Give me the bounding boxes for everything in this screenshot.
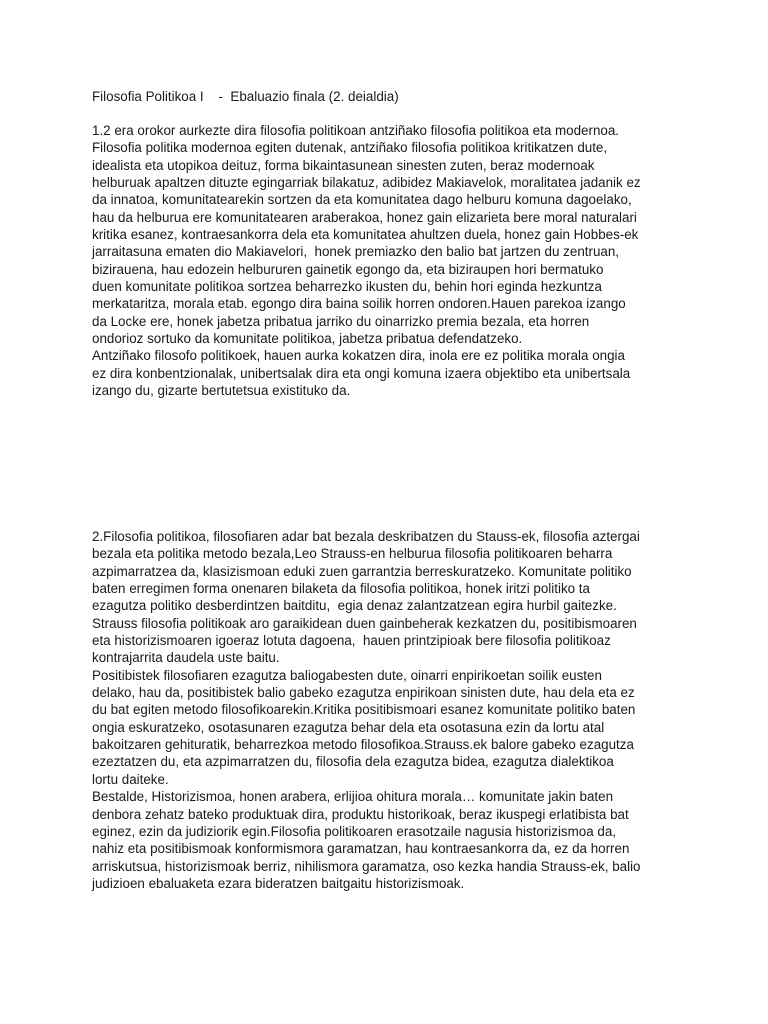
text-line: arriskutsua, historizismoak berriz, nihilismora garamatza, oso kezka handia Strauss-ek, balio bbox=[92, 858, 641, 874]
text-line: helburuak apaltzen dituzte egingarriak bilakatuz, adibidez Makiavelok, moralitatea jadanik ez bbox=[92, 175, 641, 191]
text-line: 2.Filosofia politikoa, filosofiaren adar bat bezala deskribatzen du Stauss-ek, filosofia aztergai bbox=[92, 529, 640, 544]
text-line: judizioen ebaluaketa ezara bideratzen baitgaitu historizismoak. bbox=[92, 875, 465, 891]
text-line: izango du, gizarte bertutetsua existituko da. bbox=[92, 383, 351, 399]
text-line: Antziñako filosofo politikoek, hauen aurka kokatzen dira, inola ere ez politika morala ongia bbox=[92, 348, 625, 364]
text-line: da Locke ere, honek jabetza pribatua jarriko du oinarrizko premia bezala, eta horren bbox=[92, 313, 590, 329]
text-line: da innatoa, komunitatearekin sortzen da eta komunitatea dago helburu komuna dagoelako, bbox=[92, 192, 632, 208]
text-line: Positibistek filosofiaren ezagutza baliogabesten dute, oinarri enpirikoetan soilik eusten bbox=[92, 667, 602, 683]
text-line: bizirauena, hau edozein helbururen gainetik egongo da, eta biziraupen hori bermatuko bbox=[92, 261, 604, 277]
text-line: bakoitzaren gehituratik, beharrezkoa metodo filosofikoa.Strauss.ek balore gabeko ezagutza bbox=[92, 737, 634, 753]
text-line: duen komunitate politikoa sortzea beharrezko ikusten du, behin hori eginda hezkuntza bbox=[92, 279, 602, 295]
text-line: Filosofia politika modernoa egiten dutenak, antziñako filosofia politikoa kritikatzen dute, bbox=[92, 140, 608, 156]
text-line: du bat egiten metodo filosofikoarekin.Kritika positibismoari esanez komunitate politiko baten bbox=[92, 702, 636, 718]
text-line: 1.2 era orokor aurkezte dira filosofia politikoan antziñako filosofia politikoa eta modernoa. bbox=[92, 123, 620, 138]
text-line: kritika esanez, kontraesankorra dela eta komunitatea ahultzen duela, honez gain Hobbes-ek bbox=[92, 227, 639, 243]
text-line: ezeztatzen du, eta azpimarratzen du, filosofia dela ezagutza bidea, ezagutza dialektikoa bbox=[92, 754, 614, 770]
text-line: bezala eta politika metodo bezala,Leo Strauss-en helburua filosofia politikoaren beharra bbox=[92, 546, 613, 562]
text-line: jarraitasuna ematen dio Makiavelori, honek premiazko den balio bat jartzen du zentruan, bbox=[92, 244, 620, 260]
document-title: Filosofia Politikoa I - Ebaluazio finala (2. deialdia) bbox=[92, 89, 399, 104]
text-line: Bestalde, Historizismoa, honen arabera, erlijioa ohitura morala… komunitate jakin baten bbox=[92, 789, 614, 805]
text-line: delako, hau da, positibistek balio gabeko ezagutza enpirikoan sinisten dute, hau dela eta ez bbox=[92, 685, 635, 701]
text-line: nahiz eta positibismoak konformismora garamatzan, hau kontraesankorra da, ez da horren bbox=[92, 841, 630, 857]
text-line: idealista eta utopikoa deituz, forma bikaintasunean sinesten zuten, beraz modernoak bbox=[92, 157, 595, 173]
text-line: ez dira konbentzionalak, unibertsalak dira eta ongi komuna izaera objektibo eta unibertsala bbox=[92, 365, 631, 381]
text-line: azpimarratzea da, klasizismoan eduki zuen garrantzia berreskuratzeko. Komunitate politiko bbox=[92, 563, 632, 579]
text-line: ongia eskuratzeko, osotasunaren ezagutza behar dela eta osotasuna ezin da lortu atal bbox=[92, 719, 605, 735]
section-2-text bbox=[92, 528, 692, 892]
text-line: merkataritza, morala etab. egongo dira baina soilik horren ondoren.Hauen parekoa izango bbox=[92, 296, 626, 312]
text-line: eta historizismoaren igoeraz lotuta dagoena, hauen printzipioak bere filosofia politikoaz bbox=[92, 633, 611, 649]
text-line: baten erregimen forma onenaren bilaketa da filosofia politikoa, honek iritzi politiko ta bbox=[92, 581, 590, 597]
text-line: Strauss filosofia politikoak aro garaikidean duen gainbeherak kezkatzen du, positibismoaren bbox=[92, 615, 637, 631]
text-line: ezagutza politiko desberdintzen baitditu, egia denaz zalantzatzean egira hurbil gaitezke. bbox=[92, 598, 617, 614]
text-line: kontrajarrita daudela uste baitu. bbox=[92, 650, 280, 666]
text-line: ondorioz sortuko da komunitate politikoa, jabetza pribatua defendatzeko. bbox=[92, 331, 523, 347]
text-line: eginez, ezin da judiziorik egin.Filosofia politikoaren erasotzaile nagusia historizismoa da, bbox=[92, 823, 617, 839]
text-line: lortu daiteke. bbox=[92, 771, 169, 787]
text-line: hau da helburua ere komunitatearen araberakoa, honez gain elizarieta bere moral naturalari bbox=[92, 209, 637, 225]
text-line: denbora zehatz bateko produktuak dira, produktu historikoak, beraz ikuspegi erlatibista bat bbox=[92, 806, 629, 822]
section-1-text bbox=[92, 122, 692, 400]
